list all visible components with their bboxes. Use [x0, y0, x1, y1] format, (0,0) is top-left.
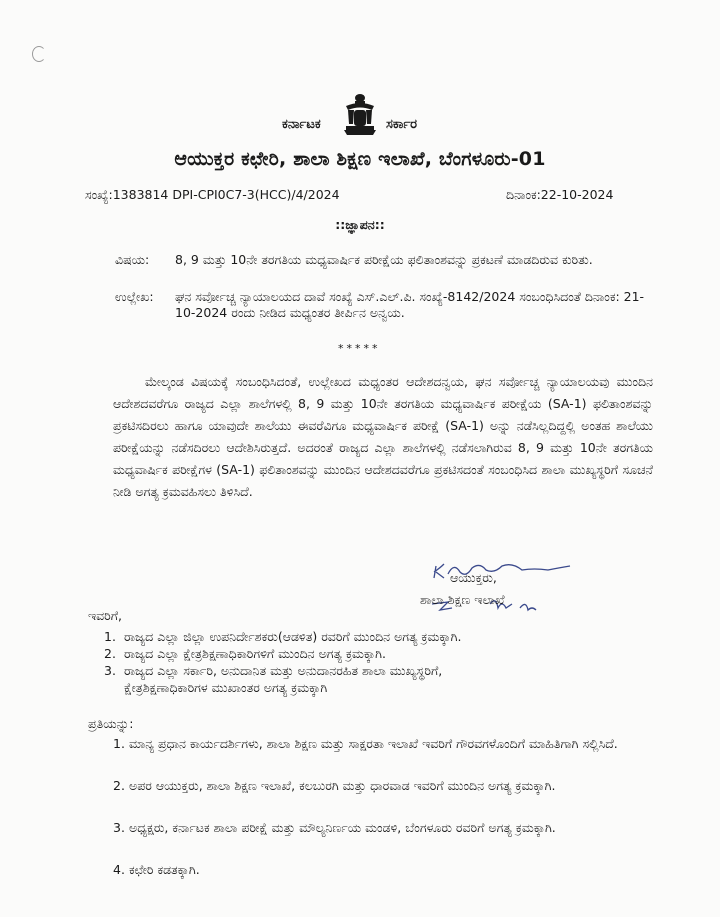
separator-stars: *****: [338, 342, 381, 355]
recipient-text-continued: ಕ್ಷೇತ್ರಶಿಕ್ಷಣಾಧಿಕಾರಿಗಳ ಮುಖಾಂತರ ಅಗತ್ಯ ಕ್ರಮಕ್ಕಾಗಿ: [124, 680, 328, 695]
subject-label: ವಿಷಯ:: [115, 252, 150, 267]
recipient-item: [104, 662, 443, 695]
government-label: ಕರ್ನಾಟಕ: [282, 117, 321, 132]
copy-number: 2.: [113, 778, 125, 793]
copy-text: ಅಧ್ಯಕ್ಷರು, ಕರ್ನಾಟಕ ಶಾಲಾ ಪರೀಕ್ಷೆ ಮತ್ತು ಮೌಲ್ಯನಿರ್ಣಯ ಮಂಡಳಿ, ಬೆಂಗಳೂರು ರವರಿಗೆ ಅಗತ್ಯ ಕ್ರಮಕ್ಕಾಗಿ.: [129, 820, 556, 835]
subject-text: 8, 9 ಮತ್ತು 10ನೇ ತರಗತಿಯ ಮಧ್ಯವಾರ್ಷಿಕ ಪರೀಕ್ಷೆಯ ಫಲಿತಾಂಶವನ್ನು ಪ್ರಕಟಣೆ ಮಾಡದಿರುವ ಕುರಿತು.: [175, 252, 593, 267]
punch-hole-mark: [32, 46, 46, 62]
recipient-text: ರಾಜ್ಯದ ಎಲ್ಲಾ ಸರ್ಕಾರಿ, ಅನುದಾನಿತ ಮತ್ತು ಅನುದಾನರಹಿತ ಶಾಲಾ ಮುಖ್ಯಸ್ಥರಿಗೆ,: [124, 663, 443, 678]
copy-item: [113, 734, 653, 754]
copy-item: [113, 776, 653, 796]
copy-to-label: ಪ್ರತಿಯನ್ನು:: [88, 716, 134, 731]
recipient-text: ರಾಜ್ಯದ ಎಲ್ಲಾ ಕ್ಷೇತ್ರಶಿಕ್ಷಣಾಧಿಕಾರಿಗಳಿಗೆ ಮುಂದಿನ ಅಗತ್ಯ ಕ್ರಮಕ್ಕಾಗಿ.: [124, 646, 386, 661]
reference-text: ಘನ ಸರ್ವೋಚ್ಚ ನ್ಯಾಯಾಲಯದ ದಾವೆ ಸಂಖ್ಯೆ ಎಸ್.ಎಲ್.ಪಿ. ಸಂಖ್ಯೆ-8142/2024 ಸಂಬಂಧಿಸಿದಂತೆ ದಿನಾಂಕ: 21-10-2024 ರಂದು ನೀಡಿದ ಮಧ್ಯಂತರ ತೀರ್ಪಿನ ಅನ್ವಯ.: [175, 289, 645, 320]
copy-text: ಮಾನ್ಯ ಪ್ರಧಾನ ಕಾರ್ಯದರ್ಶಿಗಳು, ಶಾಲಾ ಶಿಕ್ಷಣ ಮತ್ತು ಸಾಕ್ಷರತಾ ಇಲಾಖೆ ಇವರಿಗೆ ಗೌರವಗಳೊಂದಿಗೆ ಮಾಹಿತಿಗಾಗಿ ಸಲ್ಲಿಸಿದೆ.: [129, 736, 618, 751]
copy-text: ಕಛೇರಿ ಕಡತಕ್ಕಾಗಿ.: [129, 862, 200, 877]
recipient-item: [104, 628, 461, 645]
document-date: ದಿನಾಂಕ:22-10-2024: [506, 187, 614, 202]
recipient-number: 2.: [104, 646, 116, 661]
office-heading: ಆಯುಕ್ತರ ಕಛೇರಿ, ಶಾಲಾ ಶಿಕ್ಷಣ ಇಲಾಖೆ, ಬೆಂಗಳೂರು-01: [174, 148, 546, 170]
recipient-text: ರಾಜ್ಯದ ಎಲ್ಲಾ ಜಿಲ್ಲಾ ಉಪನಿರ್ದೇಶಕರು(ಆಡಳಿತ) ರವರಿಗೆ ಮುಂದಿನ ಅಗತ್ಯ ಕ್ರಮಕ್ಕಾಗಿ.: [124, 629, 462, 644]
copy-number: 4.: [113, 862, 125, 877]
to-label: ಇವರಿಗೆ,: [88, 608, 122, 623]
reference-number: ಸಂಖ್ಯೆ:1383814 DPI-CPI0C7-3(HCC)/4/2024: [85, 187, 340, 202]
state-emblem-icon: [340, 92, 380, 136]
memo-title: ::ಜ್ಞಾಪನ::: [335, 217, 385, 232]
copy-number: 3.: [113, 820, 125, 835]
signatory-department: ಶಾಲಾ ಶಿಕ್ಷಣ ಇಲಾಖೆ: [420, 592, 505, 607]
government-label-right: ಸರ್ಕಾರ: [386, 117, 417, 132]
copy-number: 1.: [113, 736, 125, 751]
copy-item: [113, 818, 653, 838]
recipient-item: [104, 645, 386, 662]
recipient-number: 3.: [104, 663, 116, 678]
copy-text: ಅಪರ ಆಯುಕ್ತರು, ಶಾಲಾ ಶಿಕ್ಷಣ ಇಲಾಖೆ, ಕಲಬುರಗಿ ಮತ್ತು ಧಾರವಾಡ ಇವರಿಗೆ ಮುಂದಿನ ಅಗತ್ಯ ಕ್ರಮಕ್ಕಾಗಿ.: [129, 778, 556, 793]
recipient-number: 1.: [104, 629, 116, 644]
body-paragraph: ಮೇಲ್ಕಂಡ ವಿಷಯಕ್ಕೆ ಸಂಬಂಧಿಸಿದಂತೆ, ಉಲ್ಲೇಖದ ಮಧ್ಯಂತರ ಆದೇಶದನ್ವಯ, ಘನ ಸರ್ವೋಚ್ಚ ನ್ಯಾಯಾಲಯವು ಮುಂದಿನ ಆದೇಶದವರೆಗೂ ರಾಜ್ಯದ ಎಲ್ಲಾ ಶಾಲೆಗಳಲ್ಲಿ 8, 9 ಮತ್ತು 10ನೇ ತರಗತಿಯ ಮಧ್ಯವಾರ್ಷಿಕ ಪರೀಕ್ಷೆಯ (SA-1) ಫಲಿತಾಂಶವನ್ನು ಪ್ರಕಟಿಸದಿರಲು ಹಾಗೂ ಯಾವುದೇ ಶಾಲೆಯು ಈವರೆವಿಗೂ ಮಧ್ಯವಾರ್ಷಿಕ ಪರೀಕ್ಷೆ (SA-1) ಅನ್ನು ನಡೆಸಿಲ್ಲದಿದ್ದಲ್ಲಿ ಅಂತಹ ಶಾಲೆಯು ಪರೀಕ್ಷೆಯನ್ನು ನಡೆಸದಿರಲು ಆದೇಶಿಸಿರುತ್ತದೆ. ಅದರಂತೆ ರಾಜ್ಯದ ಎಲ್ಲಾ ಶಾಲೆಗಳಲ್ಲಿ ನಡೆಸಲಾಗಿರುವ 8, 9 ಮತ್ತು 10ನೇ ತರಗತಿಯ ಮಧ್ಯವಾರ್ಷಿಕ ಪರೀಕ್ಷೆಗಳ (SA-1) ಫಲಿತಾಂಶವನ್ನು ಮುಂದಿನ ಆದೇಶದವರೆಗೂ ಪ್ರಕಟಿಸದಂತೆ ಸಂಬಂಧಿಸಿದ ಶಾಲಾ ಮುಖ್ಯಸ್ಥರಿಗೆ ಸೂಚನೆ ನೀಡಿ ಅಗತ್ಯ ಕ್ರಮವಹಿಸಲು ತಿಳಿಸಿದೆ.: [113, 374, 653, 499]
copy-item: [113, 860, 653, 880]
signatory-title: ಆಯುಕ್ತರು,: [450, 570, 497, 585]
reference-label: ಉಲ್ಲೇಖ:: [115, 289, 154, 304]
